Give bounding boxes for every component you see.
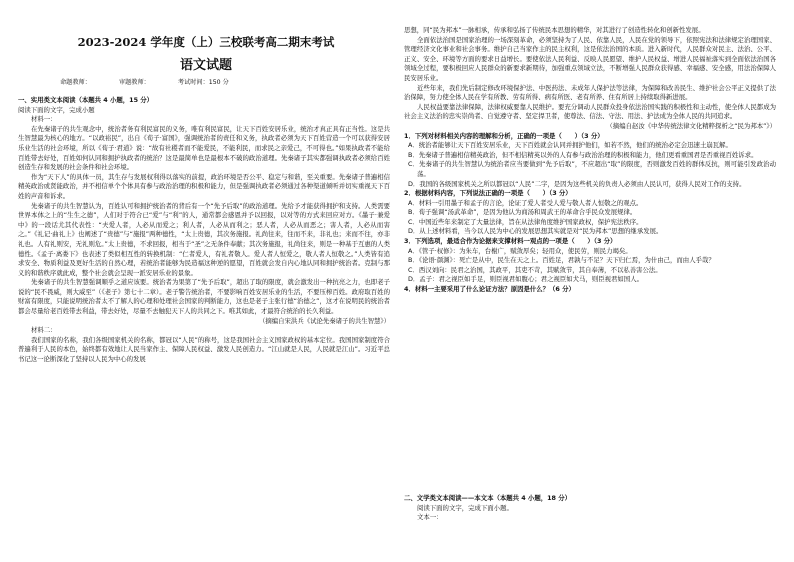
reviewer-label: 审题教师：: [118, 79, 150, 86]
time-label: 考试时间：150 分: [177, 79, 229, 86]
material1-paragraph: 先秦诸子的共生智慧认为，百姓认可和拥护统治者的背后有一个“先予后取”的政治道理。先给予才能获得拥护和支持。人类需要世界本体之上的“生生之德”，人们对于符合已“爱”与“利”的人，通常都会感恩并予以回报，以对等的方式来回应对方。《墨子·兼爱中》的一段话尤其代表性：“夫爱人者，人必从而爱之；利人者，人必从而利之；恶人者，人必从而恶之；害人者，人必从而害之。”《礼记·曲礼上》也阐述了“贵德”与“施报”两种德性，“太上贵德，其次务施报。礼尚往来，往而不来，非礼也；来而不往，亦非礼也。人有礼则安，无礼则危。”太上贵德，不求回报，相当于“圣”之无条件奉献；其次务施报，礼尚往来，则是一种基于互惠的人类德性。《孟子·离娄下》也表述了类似相互性的转换机制：“仁者爱人，有礼者敬人。爱人者人恒爱之，敬人者人恒敬之。”人类皆有追求安全、物质利益及更好生活的自然心理，若统治者能够为民造福这种逆的愿望，百姓就会发自内心地认同和拥护统治者。克制与那义的和谐秩序就此成，整个社会就会呈现一派安居乐业的景象。: [18, 201, 390, 277]
material2-paragraph: 人民权益要靠法律保障，法律权威要靠人民维护。要充分调动人民群众投身依法治国实践的积极性和主动性，使全体人民都成为社会主义法治的忠实崇尚者、自觉遵守者、坚定捍卫者，使尊法、信法、守法、用法、护法成为全体人民的共同追求。: [404, 102, 776, 121]
material1-source: （摘编自宋洪兵《试论先秦诸子的共生智慧》）: [258, 316, 390, 325]
q1-option-b: B．先秦诸子普遍相信精英政治，但不相信精英以外的人有参与政治治理的积极和能力，他们更看重国君是否重视百姓诉求。: [408, 150, 758, 159]
section1-block: [18, 96, 390, 365]
material1-label: 材料一：: [31, 115, 57, 124]
material2-paragraph: 我们国家的名称，我们各级国家机关的名称，都冠以“人民”的称号，这是我国社会主义国家政权的基本定位。我国国家制度符合普遍利于人民的本色，始终都有效地让人民当家作主、保障人民权益、激发人民创造力。“江山就是人民，人民就是江山”。习近平总书记这一论断深化了坚持以人民为中心的发展: [18, 335, 390, 364]
section2-block: [404, 494, 776, 523]
section2-heading: 二、文学类文本阅读——本文本（本题共 4 小题，18 分）: [404, 494, 571, 502]
q3-option-c: C．西汉刘向：民君之治国，其政平，其吏不苛，其赋敛节，其自奉薄，不以私善害公法。: [408, 265, 662, 274]
q3-option-d: D．孟子：君之视臣如手足，则臣视君如腹心；君之视臣如犬马，则臣视君如国人。: [408, 275, 643, 284]
q2-option-c: C．中国近些年来制定了大量法律，旨在从法律角度维护国家政权，保护宪法秩序。: [408, 217, 643, 226]
material2-paragraph: 思想，同“民为邦本”一脉相承，传承和弘扬了传统民本思想的精华，对其进行了创造性转化和创新性发展。: [404, 26, 705, 34]
q1-option-c: C．先秦诸子的共生智慧认为统治者应当要做到“先予后取”，不应超出“取”的限度，否则激发百姓的群体反抗，则可能引发政治动荡。: [408, 160, 776, 178]
q1-option-a: A．统治者能够让天下百姓安居乐业，天下百姓就会认同并拥护他们，如若不然，他们的统治必定会迅速土崩瓦解。: [408, 141, 732, 150]
text1-label: 文本一：: [417, 513, 443, 522]
material1-paragraph: 在先秦诸子的共生观念中，统治者务有利民富民的义务，唯有利民富民，让天下百姓安居乐业，统治才真正具有正当性。这是共生智慧最为核心的地方。“以政裕民”，出自《荀子·富国》，强调统治者的责任和义务，执政者必须为天下百姓营造一个可以获得安居乐业生活的社会环境，所以《荀子·君道》说：“故有社稷者而不能爱民，不能利民，而求民之亲爱己，不可得也。”如果执政者不能给百姓带去好处，百姓如何认同和拥护执政者的统治？这是最简单也是最根本不破的政治道理。先秦诸子其实都强调执政者必须给百姓创造生存和发展的社会条件和社会环境。: [18, 124, 390, 172]
question-4: 4．材料一主要采用了什么论证方法？原因是什么？（6 分）: [404, 285, 575, 294]
q2-option-a: A．材料一引用墨子和孟子的言论，论证了爱人者受人爱与敬人者人恒敬之的观点。: [408, 198, 643, 207]
material1-paragraph: 作为“天下人”的具体一员，其生存与发展权利得以落实的前提，政治环境是否公平、稳定与和谐，至关重要。先秦诸子普遍相信精英政治或贤能政治，并不相信单个个体具有参与政治治理的积极和能力，但是强调执政者必须通过各种渠道倾听并切实重视天下百姓的声音和诉求。: [18, 172, 390, 200]
section2-instruction: 阅读下面的文字，完成下面小题。: [417, 503, 513, 512]
material2-paragraph: 全面依法治国是国家治理的一场深刻革命，必须坚持为了人民、依靠人民，人民在党的领导下，依照宪法和法律规定治理国家、管理经济文化事业和社会事务。维护自己当家作主的民主权利，这是依法治国的本质。进入新时代，人民群众对民主、法治、公平、正义、安全、环境等方面的要求日益增长。要使依法人民利益、反映人民愿望、维护人民权益、增进人民福祉落实到全面依法治国各领域全过程，要积极回应人民群众的新要求新期待，加强重点领域立法，不断增强人民群众获得感、幸福感、安全感，用法治保障人民安居乐业。: [404, 35, 776, 82]
q2-option-d: D．从上述材料看，当今以人民为中心的发展思想其实就是对“民为邦本”思想的继承发展。: [408, 227, 663, 236]
q2-option-b: B．荀子强调“汤武革命”，是因为他认为商汤和周武王的革命合乎民众发展规律。: [408, 208, 637, 217]
q1-option-d: D．我国的各级国家机关之所以都冠以“人民”二字，是因为这些机关的负责人必须由人民认可，获得人民对工作的支持。: [408, 179, 746, 188]
q3-option-b: B．《论语·颜渊》：死亡是从中，民生在天之上。百姓足，君孰与不足？天下归仁焉，为什由己，而由人乎哉？: [408, 256, 715, 265]
section1-heading: 一、实用类文本阅读（本题共 4 小题，15 分）: [18, 96, 154, 104]
material1-paragraph: 先秦诸子的共生智慧强调顺乎之道应该要。统治者为果第了“先予后取”，超出了取的限度，就会激发出一种抗亮之力，也即老子说的“民不畏威，则大威至”（《老子》第七十二章）。老子警告统治者，不要影响百姓安居乐业的生活，不要压榨百姓。政府取百姓的财富有限度，只能说明统治者太不了解人的心理和处理社会国家的判断能力，这也是老子主张行德“治德之”，这才在说明民的统治者都会尽量给老百姓带去利益，带去好处，尽量不去触犯天下人的共同之下。唯其如此，才最符合统治的长久利益。: [18, 278, 390, 316]
material2-source: （摘编自赵汝《中华传统法律文化精粹探析之“民为邦本”》）: [606, 121, 776, 130]
material2-label: 材料二：: [31, 326, 57, 335]
question-1: 1．下列对材料相关内容的理解和分析，正确的一项是（ ）（3 分）: [404, 131, 604, 140]
material2-continued: [404, 26, 776, 295]
exam-title: 2023-2024 学年度（上）三校联考高二期末考试: [77, 35, 335, 49]
section1-instruction: 阅读下面的文字，完成小题: [18, 105, 95, 114]
setter-label: 命题教师：: [60, 79, 91, 86]
question-3: 3．下列选项，最适合作为论据来支撑材料一观点的一项是（ ）（3 分）: [404, 237, 617, 246]
material2-paragraph: 近些年来，我们先后制定修改环境保护法、中医药法、未成年人保护法等法律，为保障和改善民生、维护社会公平正义提供了法治保障，努力使全体人民在学有所教、劳有所得、病有所医、老有所养、住有所居上持续取得新进展。: [404, 83, 776, 102]
exam-subject: 语文试题: [179, 58, 232, 73]
exam-meta: [60, 77, 360, 86]
question-2: 2．根据材料内容，下列说法正确的一项是（ ）（3 分）: [404, 189, 572, 198]
q3-option-a: A．《管子·权修》：为朱车，台榭广，赋敛厚矣；轻用众，使民劳，则民力竭矣。: [408, 246, 632, 255]
